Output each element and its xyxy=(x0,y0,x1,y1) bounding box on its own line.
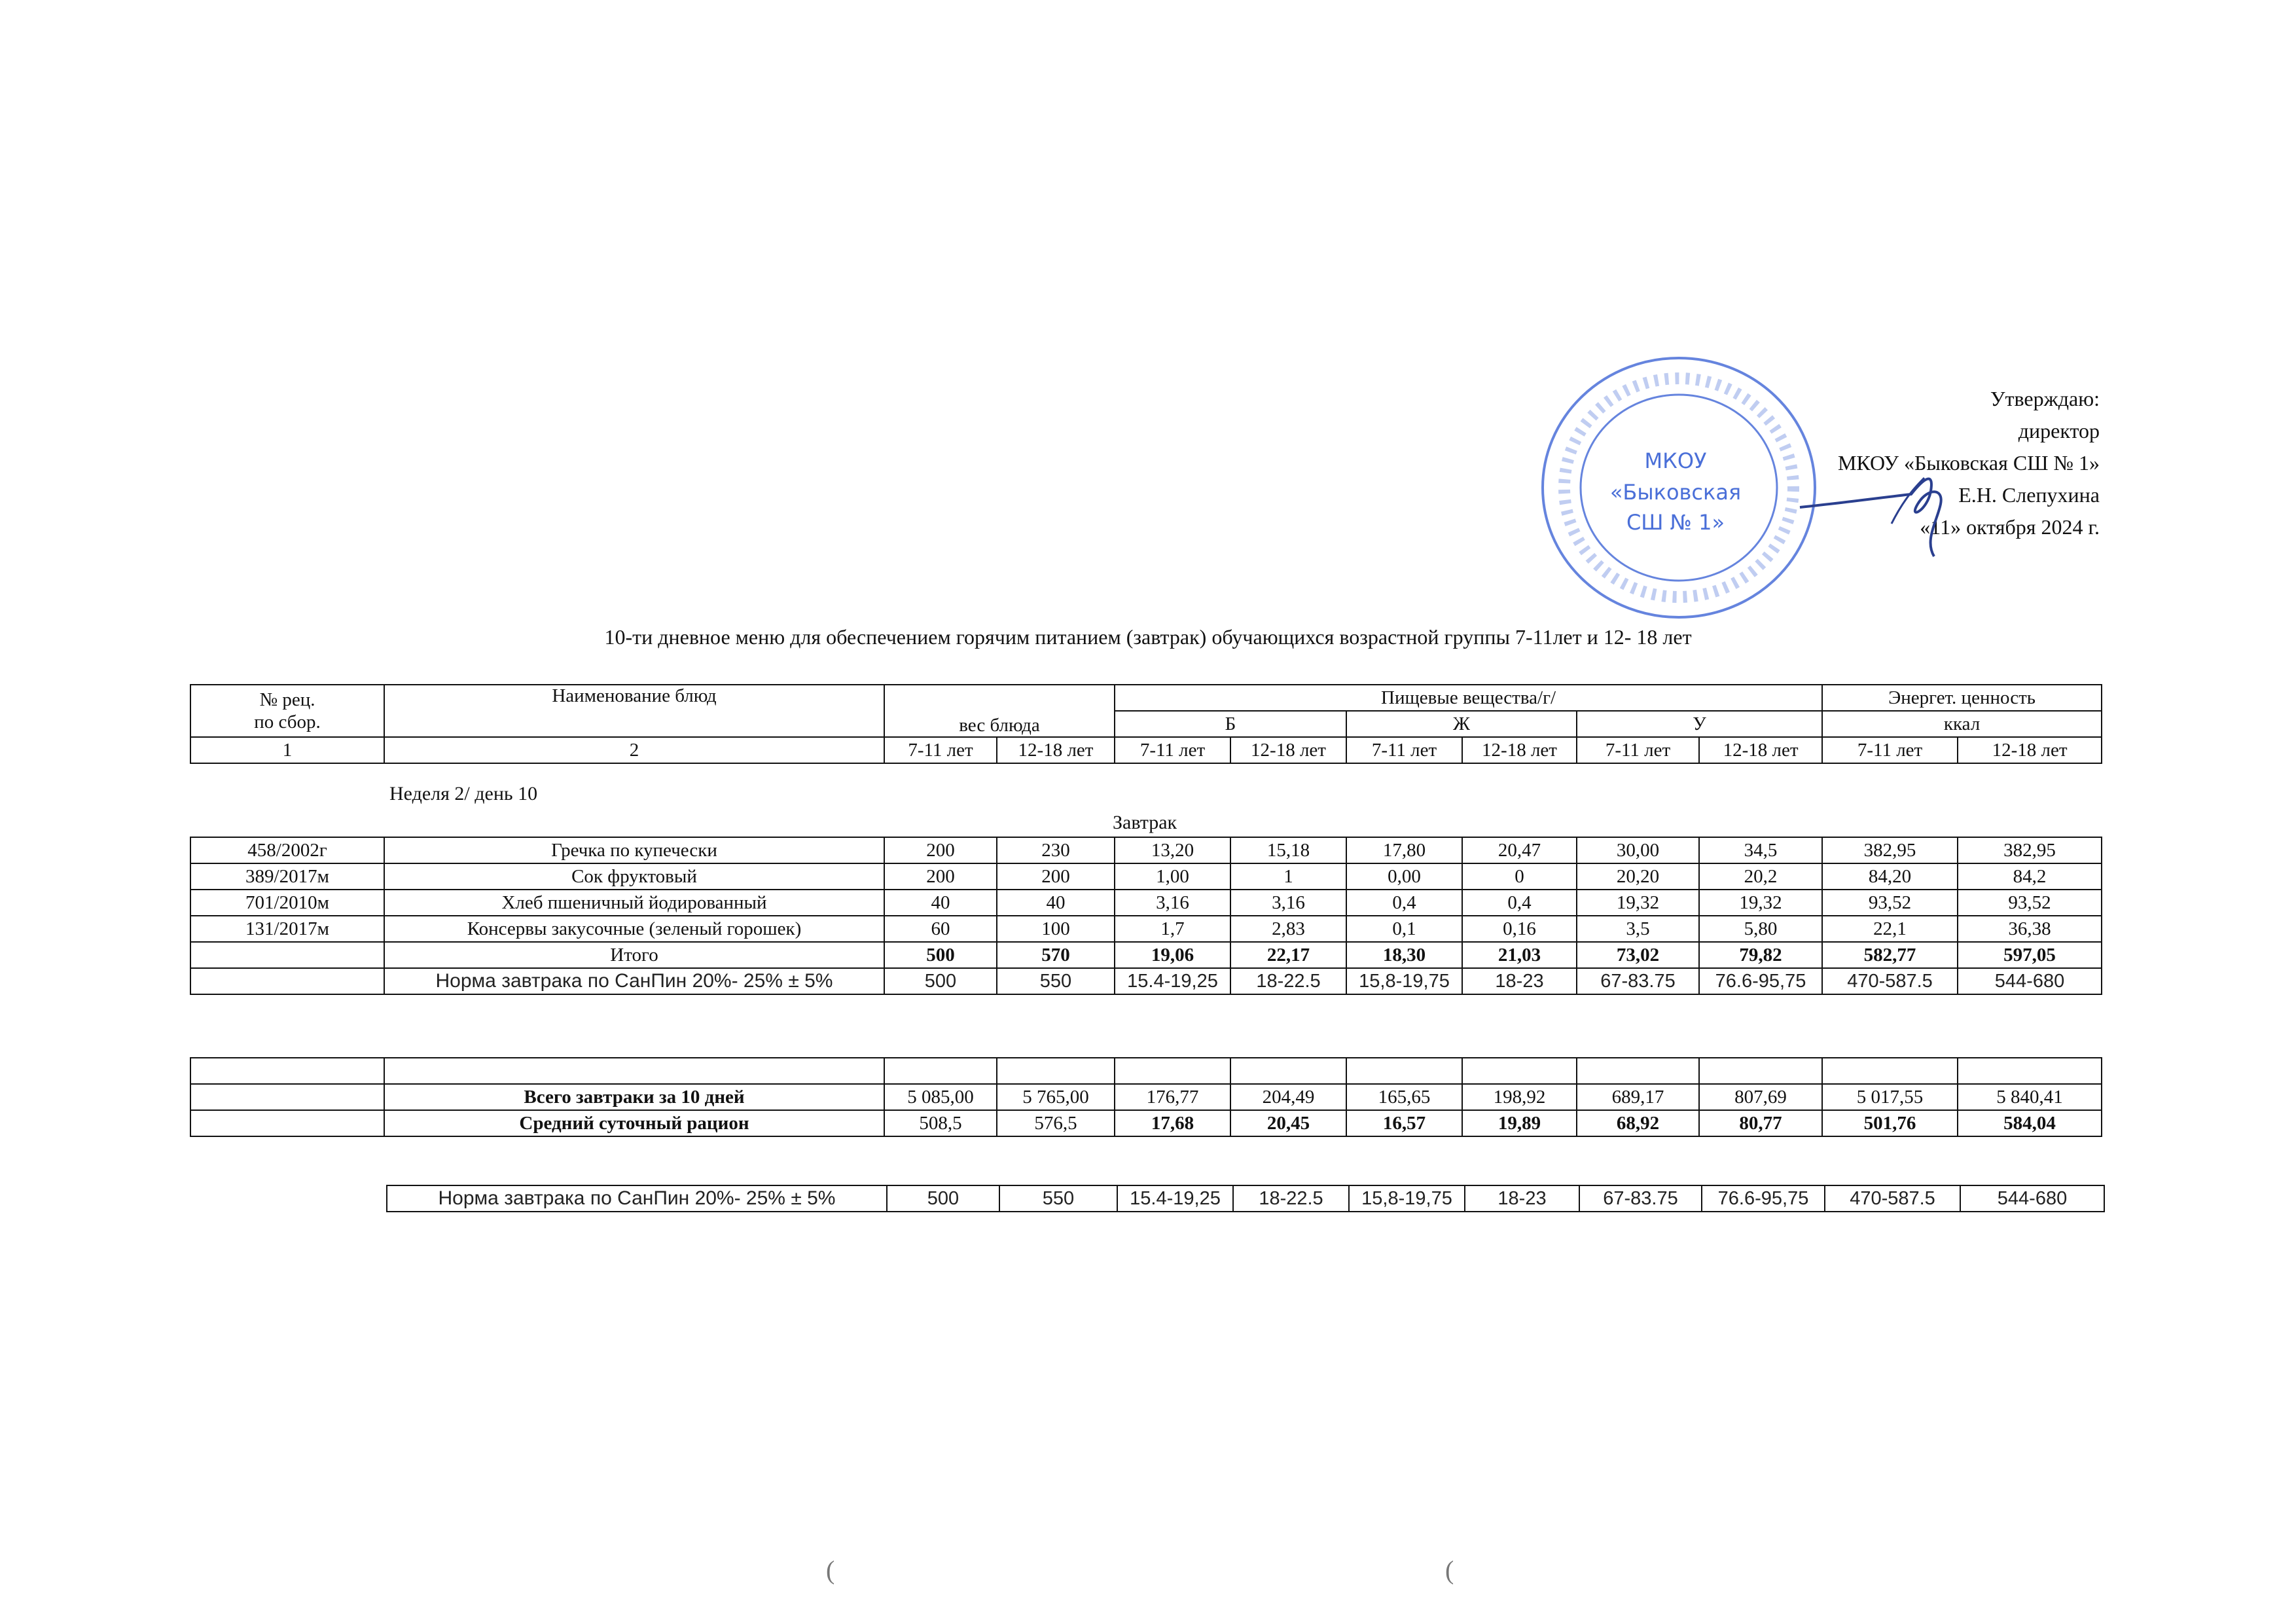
recipe-number-cell: 458/2002г xyxy=(190,837,384,863)
approval-line-2: директор xyxy=(2018,419,2100,442)
value-cell-b2: 2,83 xyxy=(1230,916,1346,942)
dish-name-cell: Всего завтраки за 10 дней xyxy=(384,1084,884,1110)
value-cell-z1: 15,8-19,75 xyxy=(1346,968,1462,994)
value-cell-w2: 5 765,00 xyxy=(997,1084,1115,1110)
value-cell-u2: 80,77 xyxy=(1699,1110,1822,1136)
value-cell-w2 xyxy=(997,1058,1115,1084)
value-cell-b1: 17,68 xyxy=(1115,1110,1230,1136)
table-row xyxy=(190,890,2102,916)
recipe-number-cell: 701/2010м xyxy=(190,890,384,916)
total-row xyxy=(190,942,2102,968)
value-cell-z1: 165,65 xyxy=(1346,1084,1462,1110)
dish-name-cell: Консервы закусочные (зеленый горошек) xyxy=(384,916,884,942)
average-daily-row xyxy=(190,1110,2102,1136)
value-cell-w1: 200 xyxy=(884,837,997,863)
value-cell-k2: 36,38 xyxy=(1958,916,2102,942)
header-age: 7-11 лет xyxy=(1577,737,1699,763)
value-cell-w1: 508,5 xyxy=(884,1110,997,1136)
dish-name-cell: Гречка по купечески xyxy=(384,837,884,863)
value-cell-w2: 576,5 xyxy=(997,1110,1115,1136)
value-cell-k1: 470-587.5 xyxy=(1822,968,1958,994)
total-10-days-row xyxy=(190,1084,2102,1110)
dish-name-cell: Норма завтрака по СанПин 20%- 25% ± 5% xyxy=(384,968,884,994)
value-cell-z2: 0 xyxy=(1462,863,1577,890)
value-cell-u2: 5,80 xyxy=(1699,916,1822,942)
value-cell-u1: 19,32 xyxy=(1577,890,1699,916)
value-cell-z1: 18,30 xyxy=(1346,942,1462,968)
stamp-line-1: МКОУ xyxy=(1644,448,1707,473)
value-cell-k2 xyxy=(1958,1058,2102,1084)
meal-label: Завтрак xyxy=(1113,812,1177,833)
value-cell-w2: 550 xyxy=(999,1185,1117,1212)
value-cell-u1: 689,17 xyxy=(1577,1084,1699,1110)
value-cell-u2: 807,69 xyxy=(1699,1084,1822,1110)
value-cell-b1: 13,20 xyxy=(1115,837,1230,863)
value-cell-b1 xyxy=(1115,1058,1230,1084)
menu-table xyxy=(190,837,2102,995)
table-row xyxy=(190,837,2102,863)
value-cell-k1: 470-587.5 xyxy=(1825,1185,1960,1212)
value-cell-k1: 84,20 xyxy=(1822,863,1958,890)
value-cell-z1: 0,4 xyxy=(1346,890,1462,916)
value-cell-k1: 5 017,55 xyxy=(1822,1084,1958,1110)
value-cell-z1: 16,57 xyxy=(1346,1110,1462,1136)
value-cell-b1: 19,06 xyxy=(1115,942,1230,968)
header-b: Б xyxy=(1115,711,1346,737)
value-cell-w1: 40 xyxy=(884,890,997,916)
value-cell-b1: 1,7 xyxy=(1115,916,1230,942)
scan-mark: ( xyxy=(826,1555,835,1585)
value-cell-u2: 19,32 xyxy=(1699,890,1822,916)
value-cell-k1: 93,52 xyxy=(1822,890,1958,916)
value-cell-u1 xyxy=(1577,1058,1699,1084)
header-col2: 2 xyxy=(384,737,884,763)
value-cell-b1: 15.4-19,25 xyxy=(1117,1185,1233,1212)
value-cell-b2: 18-22.5 xyxy=(1233,1185,1349,1212)
header-age: 12-18 лет xyxy=(1462,737,1577,763)
recipe-number-cell xyxy=(190,1058,384,1084)
value-cell-w1: 5 085,00 xyxy=(884,1084,997,1110)
dish-name-cell: Сок фруктовый xyxy=(384,863,884,890)
recipe-number-cell xyxy=(190,1110,384,1136)
header-age: 7-11 лет xyxy=(1115,737,1230,763)
value-cell-u2: 79,82 xyxy=(1699,942,1822,968)
value-cell-k2: 382,95 xyxy=(1958,837,2102,863)
value-cell-w1: 60 xyxy=(884,916,997,942)
recipe-number-cell: 131/2017м xyxy=(190,916,384,942)
table-row xyxy=(190,863,2102,890)
value-cell-z1: 0,1 xyxy=(1346,916,1462,942)
value-cell-w2: 570 xyxy=(997,942,1115,968)
value-cell-w2: 40 xyxy=(997,890,1115,916)
value-cell-b1: 3,16 xyxy=(1115,890,1230,916)
value-cell-w2: 100 xyxy=(997,916,1115,942)
value-cell-u1: 73,02 xyxy=(1577,942,1699,968)
value-cell-w2: 550 xyxy=(997,968,1115,994)
header-nutrients: Пищевые вещества/г/ xyxy=(1115,685,1822,711)
value-cell-k2: 84,2 xyxy=(1958,863,2102,890)
dish-name-cell: Итого xyxy=(384,942,884,968)
value-cell-z1 xyxy=(1346,1058,1462,1084)
header-col1: 1 xyxy=(190,737,384,763)
value-cell-w1: 500 xyxy=(884,968,997,994)
header-u: У xyxy=(1577,711,1822,737)
value-cell-b2: 204,49 xyxy=(1230,1084,1346,1110)
value-cell-k1: 22,1 xyxy=(1822,916,1958,942)
value-cell-k2: 5 840,41 xyxy=(1958,1084,2102,1110)
value-cell-u1: 30,00 xyxy=(1577,837,1699,863)
value-cell-z2: 0,16 xyxy=(1462,916,1577,942)
empty-row xyxy=(190,1058,2102,1084)
value-cell-u1: 67-83.75 xyxy=(1579,1185,1702,1212)
value-cell-u1: 20,20 xyxy=(1577,863,1699,890)
value-cell-u2: 20,2 xyxy=(1699,863,1822,890)
header-age: 7-11 лет xyxy=(1822,737,1958,763)
value-cell-u1: 3,5 xyxy=(1577,916,1699,942)
value-cell-k1 xyxy=(1822,1058,1958,1084)
header-energy: Энергет. ценность xyxy=(1822,685,2102,711)
value-cell-z2 xyxy=(1462,1058,1577,1084)
table-row xyxy=(190,916,2102,942)
dish-name-cell: Норма завтрака по СанПин 20%- 25% ± 5% xyxy=(387,1185,887,1212)
value-cell-k2: 544-680 xyxy=(1958,968,2102,994)
value-cell-b2: 20,45 xyxy=(1230,1110,1346,1136)
norm-table xyxy=(386,1185,2105,1212)
approval-line-4: Е.Н. Слепухина xyxy=(1958,483,2100,507)
value-cell-z1: 17,80 xyxy=(1346,837,1462,863)
value-cell-w1: 500 xyxy=(884,942,997,968)
dish-name-cell: Средний суточный рацион xyxy=(384,1110,884,1136)
school-stamp xyxy=(1535,350,1823,625)
header-table xyxy=(190,684,2102,764)
value-cell-u2: 76.6-95,75 xyxy=(1702,1185,1825,1212)
header-rec: № рец. по сбор. xyxy=(190,685,384,737)
value-cell-u2: 34,5 xyxy=(1699,837,1822,863)
value-cell-z2: 19,89 xyxy=(1462,1110,1577,1136)
dish-name-cell: Хлеб пшеничный йодированный xyxy=(384,890,884,916)
value-cell-b1: 15.4-19,25 xyxy=(1115,968,1230,994)
header-zh: Ж xyxy=(1346,711,1577,737)
recipe-number-cell: 389/2017м xyxy=(190,863,384,890)
value-cell-b2: 3,16 xyxy=(1230,890,1346,916)
totals-table xyxy=(190,1057,2102,1137)
value-cell-w1 xyxy=(884,1058,997,1084)
value-cell-w1: 500 xyxy=(887,1185,999,1212)
dish-name-cell xyxy=(384,1058,884,1084)
value-cell-w1: 200 xyxy=(884,863,997,890)
value-cell-w2: 230 xyxy=(997,837,1115,863)
header-age: 12-18 лет xyxy=(997,737,1115,763)
week-label: Неделя 2/ день 10 xyxy=(389,783,538,804)
value-cell-u2 xyxy=(1699,1058,1822,1084)
norm-row xyxy=(387,1185,2104,1212)
value-cell-z2: 18-23 xyxy=(1462,968,1577,994)
approval-line-5: «11» октября 2024 г. xyxy=(1920,515,2100,539)
value-cell-z2: 198,92 xyxy=(1462,1084,1577,1110)
value-cell-z2: 21,03 xyxy=(1462,942,1577,968)
value-cell-b2: 15,18 xyxy=(1230,837,1346,863)
norm-row xyxy=(190,968,2102,994)
value-cell-w2: 200 xyxy=(997,863,1115,890)
value-cell-z2: 0,4 xyxy=(1462,890,1577,916)
recipe-number-cell xyxy=(190,942,384,968)
header-age: 12-18 лет xyxy=(1958,737,2102,763)
value-cell-b2 xyxy=(1230,1058,1346,1084)
value-cell-z1: 0,00 xyxy=(1346,863,1462,890)
value-cell-u2: 76.6-95,75 xyxy=(1699,968,1822,994)
value-cell-z2: 18-23 xyxy=(1465,1185,1579,1212)
value-cell-k2: 597,05 xyxy=(1958,942,2102,968)
stamp-line-2: «Быковская xyxy=(1609,480,1742,505)
header-age: 7-11 лет xyxy=(884,737,997,763)
value-cell-u1: 68,92 xyxy=(1577,1110,1699,1136)
approval-line-3: МКОУ «Быковская СШ № 1» xyxy=(1837,451,2100,475)
header-age: 7-11 лет xyxy=(1346,737,1462,763)
value-cell-z2: 20,47 xyxy=(1462,837,1577,863)
header-kcal: ккал xyxy=(1822,711,2102,737)
document-title: 10-ти дневное меню для обеспечением горячим питанием (завтрак) обучающихся возрастной группы 7-11лет и 12- 18 лет xyxy=(604,625,1692,649)
value-cell-k2: 544-680 xyxy=(1960,1185,2104,1212)
value-cell-b2: 18-22.5 xyxy=(1230,968,1346,994)
value-cell-b2: 22,17 xyxy=(1230,942,1346,968)
value-cell-k2: 584,04 xyxy=(1958,1110,2102,1136)
value-cell-k1: 501,76 xyxy=(1822,1110,1958,1136)
recipe-number-cell xyxy=(190,968,384,994)
header-age: 12-18 лет xyxy=(1230,737,1346,763)
stamp-line-3: СШ № 1» xyxy=(1626,510,1725,535)
value-cell-b2: 1 xyxy=(1230,863,1346,890)
value-cell-k1: 382,95 xyxy=(1822,837,1958,863)
value-cell-b1: 176,77 xyxy=(1115,1084,1230,1110)
value-cell-z1: 15,8-19,75 xyxy=(1349,1185,1465,1212)
recipe-number-cell xyxy=(190,1084,384,1110)
value-cell-k2: 93,52 xyxy=(1958,890,2102,916)
director-signature xyxy=(1793,458,1977,563)
header-name: Наименование блюд xyxy=(384,685,884,737)
value-cell-b1: 1,00 xyxy=(1115,863,1230,890)
header-age: 12-18 лет xyxy=(1699,737,1822,763)
value-cell-k1: 582,77 xyxy=(1822,942,1958,968)
value-cell-u1: 67-83.75 xyxy=(1577,968,1699,994)
header-weight: вес блюда xyxy=(884,685,1115,737)
approval-line-1: Утверждаю: xyxy=(1990,387,2100,410)
scan-mark: ( xyxy=(1445,1555,1454,1585)
